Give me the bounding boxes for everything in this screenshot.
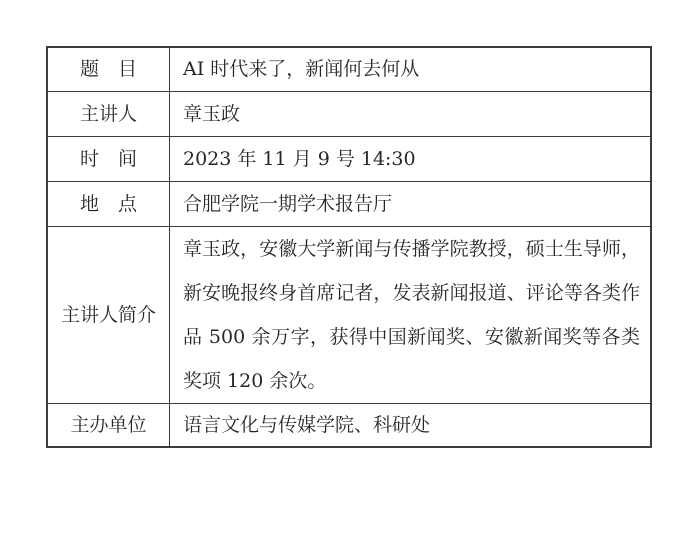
value-cell-speaker [170, 92, 650, 137]
label-cell-speaker [48, 92, 170, 137]
label-cell-organizer [48, 404, 170, 446]
value-cell-time [170, 137, 650, 182]
speaker-label: 主讲人 [79, 102, 137, 125]
topic-label: 题 目 [79, 58, 137, 81]
time-label: 时 间 [79, 147, 137, 170]
topic-value: AI 时代来了，新闻何去何从 [183, 58, 420, 81]
location-value: 合肥学院一期学术报告厅 [183, 192, 393, 215]
label-cell-time [48, 137, 170, 182]
lecture-info-table [46, 46, 652, 448]
label-cell-bio [48, 227, 170, 404]
organizer-label: 主办单位 [70, 413, 147, 436]
location-label: 地 点 [79, 192, 137, 215]
organizer-value: 语言文化与传媒学院、科研处 [183, 413, 431, 436]
bio-value: 章玉政，安徽大学新闻与传播学院教授，硕士生导师，新安晚报终身首席记者，发表新闻报道、评论等各类作品 500 余万字，获得中国新闻奖、安徽新闻奖等各类奖项 120 余次。 [183, 238, 640, 392]
label-cell-topic [48, 48, 170, 92]
value-cell-location [170, 182, 650, 227]
bio-label: 主讲人简介 [60, 303, 156, 326]
value-cell-topic [170, 48, 650, 92]
value-cell-bio [170, 227, 650, 404]
time-value: 2023 年 11 月 9 号 14:30 [183, 147, 416, 170]
speaker-value: 章玉政 [183, 102, 241, 125]
value-cell-organizer [170, 404, 650, 446]
label-cell-location [48, 182, 170, 227]
